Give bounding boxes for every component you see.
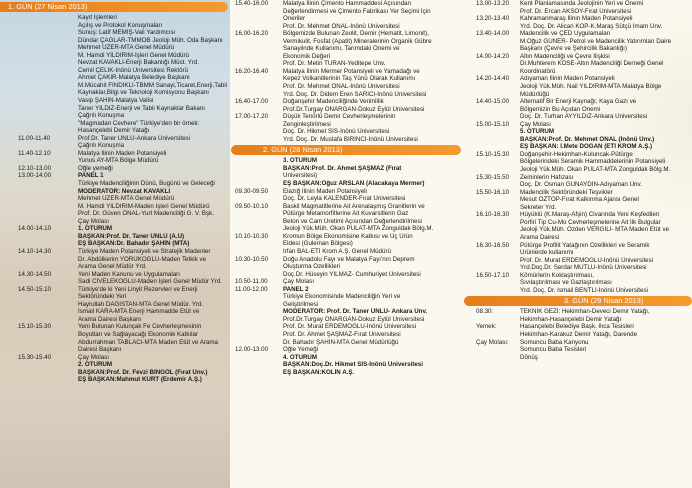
session-text: Öneriler <box>283 15 306 23</box>
session-text: Eldesi (Guleman Bölgesi) <box>283 240 353 248</box>
session-text: BAŞKAN:Prof. Dr. Mehmet ÖNAL (İnönü Ünv.) <box>520 135 655 143</box>
session-row <box>464 272 692 295</box>
session-text: Yrd. Doç. Dr. İsmail BENTLİ-İnönü Üniversitesi <box>520 286 648 294</box>
session-text: Prof. Dr. Güven ÖNAL-Yurt Madenciliği G. V. Bşk. <box>78 210 214 218</box>
session-row <box>0 150 228 165</box>
session-time: 11.40-12.10 <box>18 149 51 157</box>
session-row <box>0 22 228 113</box>
session-text: Yrd. Doç. Dr. Mustafa BİRİNCİ-İnönü Üniversitesi <box>283 135 418 143</box>
session-text: Madencilik ve ÇED Uygulamaları <box>520 30 611 38</box>
session-text: Hasançelebi Belediye Başk. Ilıca Tesisleri <box>520 323 634 331</box>
session-text: Prof. Dr. Murat ERDEMOĞLU-İnönü Üniversitesi <box>283 323 417 331</box>
session-text: TEKNİK GEZİ: Hekimhan-Deveci Demir Yatağı, <box>520 308 650 316</box>
session-time: 16.40-17.00 <box>235 98 269 106</box>
session-text: Vasip ŞAHİN-Malatya Valisi <box>78 97 154 105</box>
session-text: 1. OTURUM <box>78 225 113 233</box>
session-text: Prof. Dr. Ahmet ŞAŞMAZ-Fırat Üniversitesi <box>283 330 401 338</box>
session-row <box>0 323 228 353</box>
session-time: 14.20-14.40 <box>476 75 510 83</box>
session-row <box>231 203 461 233</box>
session-text: Müdürlüğü <box>520 90 550 98</box>
session-text: EŞ BAŞKAN:Mahmut KURT (Erdemir A.Ş.) <box>78 376 202 384</box>
session-row <box>231 188 461 203</box>
session-time: 10.10-10.30 <box>235 232 269 240</box>
session-text: Alternatif Bir Enerji Kaynağı; Kaya Gazı ve <box>520 98 637 106</box>
session-text: Türkiye Madenciliğinin Dünü, Bugünü ve Geleceği <box>78 180 215 188</box>
session-text: Doç. Dr. Leyla KALENDER-Fırat Üniversitesi <box>283 195 406 203</box>
session-time <box>231 157 281 187</box>
session-time: 14.10-14.30 <box>18 247 52 255</box>
session-text: MODERATÖR: Nevzat KAVAKLI <box>78 187 171 195</box>
session-time: 11.00-11.40 <box>18 134 51 142</box>
session-time: 14.00-14.10 <box>18 225 52 233</box>
session-row <box>0 271 228 286</box>
session-text: Doğanşehir Madenciliğinde Verimlilik <box>283 98 384 106</box>
session-row <box>0 135 228 143</box>
session-text: Çay Molası <box>78 353 109 361</box>
session-text: Elazığ İlinin Maden Potansiyeli <box>283 187 367 195</box>
session-text: Yrd.Doç.Dr. Serdar MUTLU-İnönü Üniversitesi <box>520 264 647 272</box>
session-row <box>464 75 692 98</box>
session-text: Doğu Anadolu Fayı ve Malatya Fayı'nın Deprem <box>283 255 415 263</box>
session-text: EŞ BAŞKAN:KOLİN A.Ş. <box>283 368 355 376</box>
session-text: Dairesi Başkanı <box>78 346 122 354</box>
session-time: 15.30-15.40 <box>18 353 52 361</box>
session-text: Doç. Dr. Turhan AYYILDIZ-Ankara Üniversitesi <box>520 113 648 121</box>
session-time: Yemek: <box>476 323 497 331</box>
session-time <box>0 142 76 150</box>
session-text: Sadi CİVELEKOĞLU-Maden İşleri Genel Müdür Yrd. <box>78 278 222 286</box>
session-text: Dr. Abdülkerim YÖRÜKOĞLU-Maden Tetkik ve <box>78 255 207 263</box>
session-text: Ahmet ÇAKIR-Malatya Belediye Başkanı <box>78 74 190 82</box>
session-row <box>231 233 461 256</box>
session-text: Zenginleştirilmesi <box>283 120 331 128</box>
session-time: 17.00-17.20 <box>235 113 269 121</box>
session-row <box>231 157 461 187</box>
session-text: Prof. Dr. Mehmet ÖNAL-İnönü Üniversitesi <box>283 22 400 30</box>
session-text: Kayıt İşlemleri <box>78 14 117 21</box>
session-text: Prof. Dr. Murat ERDEMOĞLU-İnönü Üniversitesi <box>520 256 654 264</box>
session-row <box>231 286 461 346</box>
session-row <box>231 68 461 98</box>
session-text: M.Mücahit FINDIKLI-TBMM Sanayi,Ticaret,Enerji,Tabii <box>78 81 227 89</box>
session-text: İsmail KARA-MTA Enerji Hammadde Etüt ve <box>78 308 200 316</box>
session-text: Çağrılı Konuşma <box>78 112 125 120</box>
session-text: Dr. Bahadır ŞAHİN-MTA Genel Müdürlüğü <box>283 338 399 346</box>
session-text: İrfan BAL-ETİ Krom A.Ş. Genel Müdürü <box>283 247 391 255</box>
session-text: Mehmet ÜZER-MTA Genel Müdürü <box>78 44 175 52</box>
session-row <box>0 112 228 135</box>
session-text: Bölgemizin Bu Açıdan Önemi <box>520 105 601 113</box>
session-row <box>464 53 692 76</box>
session-text: Türkiye'de ki Yeni Linyit Rezervleri ve Enerji <box>78 285 198 293</box>
session-text: Dönüş <box>520 353 538 361</box>
session-text: Kepez Volkanitlerinin Taş Yünü Olarak Kullanımı <box>283 75 416 83</box>
session-text: Adıyaman İlinin Maden Potansiyeli <box>520 75 615 83</box>
session-text: Kromun Bölge Ekonomisine Katkısı ve Üç Ürün <box>283 232 413 240</box>
session-row <box>464 174 692 189</box>
session-time: 15.50-16.10 <box>476 188 510 196</box>
session-text: Arama Dairesi <box>520 233 560 241</box>
session-text: Sunuş: Latif MEMİŞ-Vali Yardımcısı <box>78 29 176 37</box>
session-text: M. Hamdi YILDIRIM-Maden İşleri Genel Müdürü <box>78 202 210 210</box>
session-time: 16.00-16.20 <box>235 30 269 38</box>
session-text: Dündar ÇAĞLAR-TMMOB Jeoloji Müh. Oda Başkanı <box>78 36 223 44</box>
session-text: Öğle yemeği <box>78 164 113 172</box>
session-time <box>0 112 76 135</box>
session-time: 15.00-15.10 <box>476 120 510 128</box>
session-text: Kahramanmaraş İlinin Maden Potansiyeli <box>520 15 633 23</box>
session-text: Kömürlerin Koklaştırılması, <box>520 271 594 279</box>
session-text: BAŞKAN:Doç.Dr. Hikmet SİS-İnönü Üniversitesi <box>283 361 423 369</box>
session-text: Malatya İlinin Mermer Potansiyeli ve Yamadağı ve <box>283 67 420 75</box>
session-text: 2. OTURUM <box>78 361 113 369</box>
session-text: Düşük Tenörlü Demir Cevherleşmelerinin <box>283 113 396 121</box>
session-row <box>231 30 461 68</box>
session-row <box>464 211 692 241</box>
session-text: EŞ BAŞKAN:Oğuz ARSLAN (Alacakaya Mermer) <box>283 180 425 188</box>
session-text: Boyutları ve Sağlayacağı Ekonomik Katkılar <box>78 330 199 338</box>
session-text: Nevzat KAVAKLI-Enerji Bakanlığı Müst. Yrd. <box>78 59 200 67</box>
session-text: Dr.Muhterem KÖSE-Altın Madenciliği Derneği Genel <box>520 60 664 68</box>
session-text: Değerlendirmesi ve Çimento Fabrikası Yer Seçimi İçin <box>283 7 431 15</box>
session-text: Malatya İlinin Çimento Hammaddesi Açısından <box>283 0 411 7</box>
session-text: "Magmadan Cevhere" Türkiye'den bir örnek: <box>78 119 200 127</box>
session-text: Jeoloji Yük.Müh. Özden VERGİLİ- MTA Maden Etüt ve <box>520 226 670 234</box>
session-row <box>0 172 228 225</box>
session-text: Altın Madenciliği ve Çevre İlişkisi <box>520 52 610 60</box>
session-text: Üniversitesi) <box>283 172 318 180</box>
session-row <box>231 278 461 286</box>
session-time: 13.20-13.40 <box>476 15 510 23</box>
session-text: Hüyüklü (K.Maraş-Afşin) Civarında Yeni Keşfedilen <box>520 211 660 219</box>
session-time: 13.00-13.20 <box>476 0 510 7</box>
session-text: Oluşturma Özellikleri <box>283 263 341 271</box>
session-text: Yrd. Doç. Dr. Didem Eren SARICI-İnönü Üniversitesi <box>283 90 427 98</box>
session-text: Yeni Maden Kanunu ve Uygulamaları <box>78 270 180 278</box>
session-row <box>231 346 461 376</box>
session-text: EŞ BAŞKAN: İ.Mete DOĞAN (ETİ KROM A.Ş.) <box>520 143 653 151</box>
session-time: 15.30-15.50 <box>476 173 510 181</box>
session-time: 08.30: <box>476 308 494 316</box>
session-row <box>464 339 692 362</box>
session-text: Pütürge Profilit Yatağının Özellikleri ve Seramik <box>520 241 650 249</box>
session-time: 16.10-16.30 <box>476 211 510 219</box>
session-text: Beton ve Cam Üretimi Açısından Değerlendirilmesi <box>283 217 422 225</box>
session-text: Hekimhan-Hasançelebi Demir Yatağı <box>520 315 622 323</box>
session-text: Zeminlerin Hafızası <box>520 173 574 181</box>
session-text: Doç. Dr. Osman GÜNAYDIN-Adıyaman Ünv. <box>520 181 642 189</box>
session-text: Ekonomik Değeri <box>283 52 331 60</box>
session-text: Pütürge Metamorfitlerine Ait Kuvarsitlerin Gaz <box>283 210 409 218</box>
session-text: Hasançelebi Demir Yatağı <box>78 127 150 135</box>
session-text: Yrd. Doç. Dr. Alican KOP-K.Maraş Sütçü İmam Ünv. <box>520 22 663 30</box>
session-text: Hayrullah DAĞISTAN-MTA Genel Müdür. Yrd. <box>78 300 204 308</box>
session-text: MODERATÖR: Prof. Dr. Taner ÜNLÜ- Ankara Ünv. <box>283 308 428 316</box>
day3-banner: 3. GÜN (29 Nisan 2013) <box>464 296 692 306</box>
session-row <box>231 256 461 279</box>
session-row <box>464 151 692 174</box>
session-text: Cemil ÇELİK-İnönü Üniversitesi Rektörü <box>78 66 189 74</box>
session-text: Mehmet ÜZER-MTA Genel Müdürü <box>78 195 175 203</box>
session-text: BAŞKAN:Prof. Dr. Fevzi BİNGÖL (Fırat Ünv.) <box>78 368 208 376</box>
session-time: 14.50-15.10 <box>18 285 52 293</box>
session-row <box>464 121 692 151</box>
session-row <box>464 0 692 15</box>
session-time: 16.20-16.40 <box>235 67 269 75</box>
session-text: Doğanşehir-Hekimhan-Kuluncak-Pütürge <box>520 150 633 158</box>
session-row <box>231 98 461 113</box>
session-row <box>464 30 692 53</box>
session-text: Sektöründeki Yeri <box>78 293 127 301</box>
session-text: BAŞKAN:Prof. Dr. Taner ÜNLÜ (A.Ü) <box>78 232 185 240</box>
session-text: EŞ BAŞKAN:Dr. Bahadır ŞAHİN (MTA) <box>78 240 190 248</box>
session-time: 09.30-09.50 <box>235 187 269 195</box>
session-row <box>0 354 228 384</box>
session-text: Yeni Bulunan Kulunçak Fe Cevherleşmesinin <box>78 323 202 331</box>
session-text: 3. OTURUM <box>283 157 318 165</box>
session-text: Çağrılı Konuşma <box>78 142 125 150</box>
session-text: Çay Molası <box>520 120 551 128</box>
session-row <box>0 142 228 150</box>
session-row <box>231 113 461 143</box>
session-text: Somuncu Baba Kanyonu <box>520 338 589 346</box>
session-time <box>0 14 76 22</box>
session-text: BAŞKAN:Prof. Dr. Ahmet ŞAŞMAZ (Fırat <box>283 164 402 172</box>
session-text: Vermikulit, Fosfat (Apatit) Mineralerinin Organik Gübre <box>283 37 432 45</box>
session-row <box>0 165 228 173</box>
session-row <box>464 189 692 212</box>
session-text: Başkanı (Çevre ve Şehircilik Bakanlığı) <box>520 45 627 53</box>
session-text: Jeoloji Yük.Müh. Okan PULAT-MTA Zonguldak Bölg.M. <box>520 166 671 174</box>
session-text: PANEL 2 <box>283 285 309 293</box>
session-text: Prof. Dr. Mehmet ÖNAL-İnönü Üniversitesi <box>283 83 400 91</box>
session-time: 12.00-13.00 <box>235 346 269 354</box>
session-text: 5. OTURUM <box>520 128 555 136</box>
session-text: Prof.Dr.Turgay ONARGAN-Dokuz Eylül Üniversitesi <box>283 105 425 113</box>
session-row <box>0 286 228 324</box>
session-text: Taner YILDIZ-Enerji ve Tabii Kaynaklar Bakanı <box>78 104 206 112</box>
session-time: 10.30-10.50 <box>235 255 269 263</box>
session-row <box>464 323 692 338</box>
session-time: 14.00-14.20 <box>476 52 510 60</box>
session-text: Madencilik Sektöründeki Teşvikler <box>520 188 613 196</box>
session-text: M.Oğuz GÜNER- Petrol ve Madencilik Yatırımları Daire <box>520 37 672 45</box>
day2-banner: 2. GÜN (28 Nisan 2013) <box>231 145 461 155</box>
session-text: Doç. Dr. Hikmet SİS-İnönü Üniversitesi <box>283 128 390 136</box>
session-text: Ürünlerde kullanımı <box>520 249 574 257</box>
session-text: Çay Molası <box>283 278 314 286</box>
column-day2-day3 <box>464 0 692 361</box>
session-time: 10.50-11.00 <box>235 278 268 286</box>
session-row <box>464 98 692 121</box>
day1-banner: 1. GÜN (27 Nisan 2013) <box>0 2 228 12</box>
session-text: Jeoloji Yük.Müh. Okan PULAT-MTA Zonguldak Bölg.M. <box>283 225 434 233</box>
session-text: Prof. Dr. Ercan AKSOY-Fırat Üniversitesi <box>520 7 632 15</box>
session-time: 13.40-14.00 <box>476 30 510 38</box>
session-text: Bölgelerindeki Seramik Hammaddelerinin Potansiyeli <box>520 158 666 166</box>
session-text: Arama Dairesi Başkanı <box>78 315 142 323</box>
session-text: Kaynaklar,Bilgi ve Teknoloji Komisyonu Başkanı <box>78 89 209 97</box>
session-time: 11.00-12.00 <box>235 285 268 293</box>
session-row <box>464 242 692 272</box>
session-time <box>0 22 76 113</box>
session-text: Porfiri Tip Cu-Mo Cevherleşmelerine Ait İlk Bulgular <box>520 218 661 226</box>
session-text: Prof. Dr. Metin TURAN-Yeditepe Ünv. <box>283 60 386 68</box>
session-text: Somuncu Baba Tesisleri <box>520 346 587 354</box>
session-row <box>231 0 461 30</box>
session-row <box>0 14 228 22</box>
session-row <box>464 308 692 323</box>
session-text: Öğle Yemeği <box>283 346 319 354</box>
session-time: 14.40-15.00 <box>476 98 510 106</box>
session-text: Arama Genel Müdür Yrd. <box>78 263 147 271</box>
session-time: 16.30-16.50 <box>476 241 510 249</box>
session-text: Abdurrahman TABLACI-MTA Maden Etüt ve Arama <box>78 338 218 346</box>
session-time: 13.00-14.00 <box>18 172 52 180</box>
session-time: 09.50-10.10 <box>235 202 269 210</box>
session-text: Sanayiinde Kullanımı, Tarımdaki Önemi ve <box>283 45 400 53</box>
column-day1-day2 <box>231 0 461 376</box>
session-time: Çay Molası: <box>476 338 509 346</box>
session-time: 16.50-17.10 <box>476 271 510 279</box>
session-text: Baskil Magmatitlerine Ait Arenalaşmış Granitlerin ve <box>283 202 425 210</box>
session-text: Türkiye Ekonomisinde Madenciliğin Yeri ve <box>283 293 401 301</box>
session-text: Kent Planlamasında Jeolojinin Yeri ve Önemi <box>520 0 644 7</box>
session-time: 15.10-15.30 <box>476 150 510 158</box>
session-text: Açılış ve Protokol Konuşmaları <box>78 21 163 29</box>
session-text: Türkiye Maden Potansiyeli ve Stratejik Madenler <box>78 247 211 255</box>
session-text: Prof.Dr. Taner ÜNLÜ-Ankara Üniversitesi <box>78 134 190 142</box>
session-time: 12.10-13.00 <box>18 164 52 172</box>
session-row <box>0 225 228 248</box>
session-text: Çay Molası <box>78 217 109 225</box>
session-text: Prof.Dr.Turgay ONARGAN-Dokuz Eylül Üniversitesi <box>283 315 425 323</box>
session-text: Bölgemizde Bulunan Zeolit, Demir (Hematit, Limonit), <box>283 30 429 38</box>
session-text: Koordinatörü <box>520 67 556 75</box>
session-text: Doç.Dr. Hüseyin YILMAZ- Cumhuriyet Üniversitesi <box>283 270 421 278</box>
session-text: Sekreter Yrd. <box>520 203 557 211</box>
session-text: M. Hamdi YILDIRIM-İşleri Genel Müdürü <box>78 51 189 59</box>
session-row <box>464 15 692 30</box>
session-text: Hekimhan-Karakuz Demir Yatağı, Darende <box>520 330 638 338</box>
session-text: Geliştirilmesi <box>283 300 319 308</box>
session-time: 15.40-16.00 <box>235 0 269 7</box>
session-text: Sıvılaştırılması ve Gazlaştırılması <box>520 279 612 287</box>
session-text: Mesut ÖZTOP-Fırat Kalkınma Ajansı Genel <box>520 196 639 204</box>
session-time: 15.10-15.30 <box>18 323 52 331</box>
session-text: Jeoloji Yük.Müh. Nail YILDIRIM-MTA Malatya Bölge <box>520 83 662 91</box>
session-text: Yunus AY-MTA Bölge Müdürü <box>78 157 159 165</box>
session-row <box>0 248 228 271</box>
session-text: Malatya İlinin Maden Potansiyeli <box>78 149 167 157</box>
column-day1 <box>0 0 228 384</box>
session-time: 14.30-14.50 <box>18 270 52 278</box>
session-text: PANEL 1 <box>78 172 104 180</box>
session-text: 4. OTURUM <box>283 353 318 361</box>
